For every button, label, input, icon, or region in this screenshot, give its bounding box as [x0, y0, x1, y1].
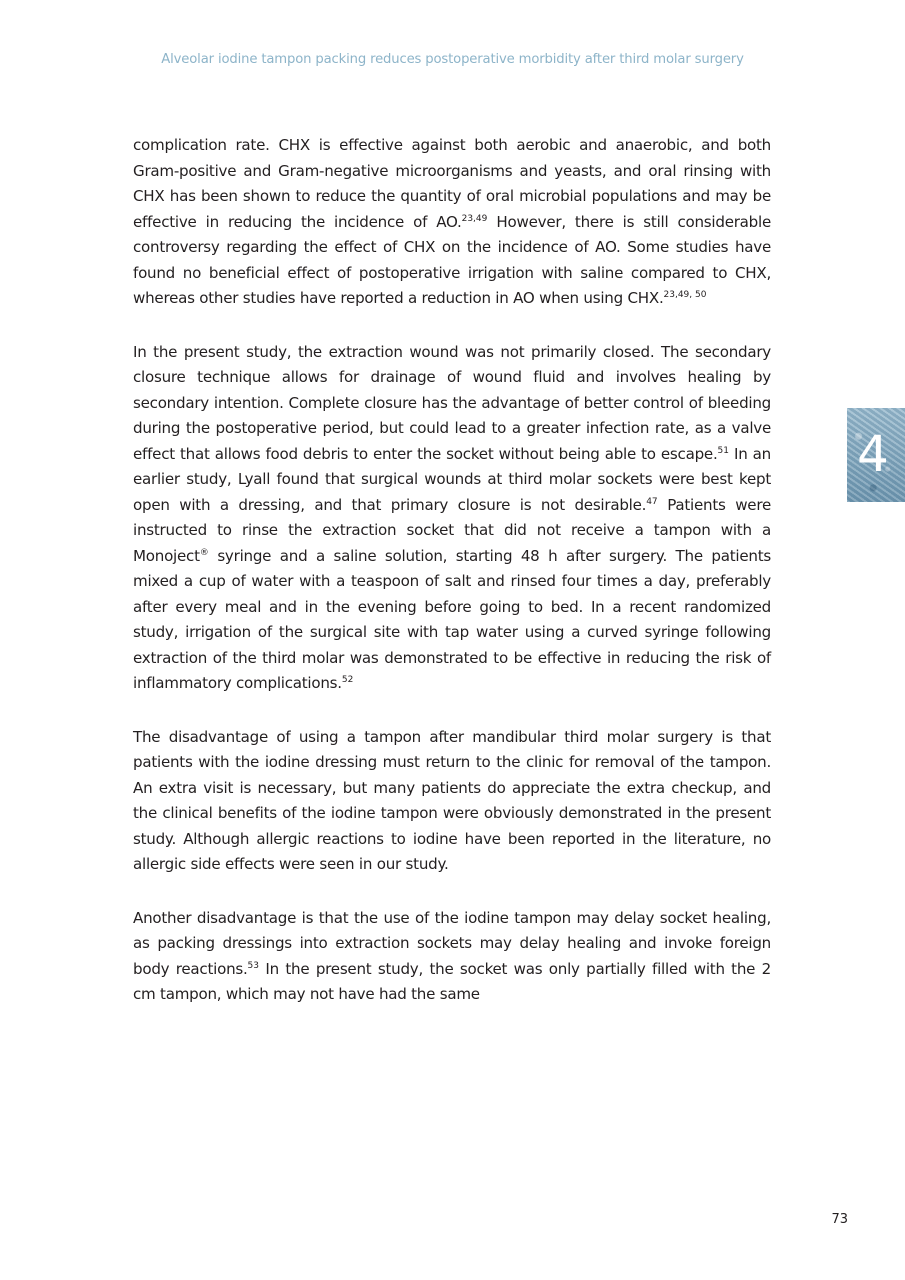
running-header: Alveolar iodine tampon packing reduces postoperative morbidity after third molar surgery: [161, 52, 744, 67]
paragraph-3: [133, 725, 771, 878]
citation-ref: 51: [717, 445, 729, 456]
text-run: Another disadvantage is that the use of the iodine tampon may delay socket healing, as packing dressings into extraction sockets may delay healing and invoke foreign body reactions.: [133, 908, 771, 978]
text-run: In the present study, the extraction wound was not primarily closed. The secondary closure technique allows for drainage of wound fluid and involves healing by secondary intention. Complete closure has the advantage of better control of bleeding during the postoperative period, but could lead to a greater infection rate, as a valve effect that allows food debris to enter the socket without being able to escape.: [133, 342, 771, 463]
citation-ref: 52: [341, 675, 354, 685]
text-run: Patients were instructed to rinse the extraction socket that did not receive a tampon with a Monoject: [133, 495, 771, 565]
text-run: In the present study, the socket was only partially filled with the 2 cm tampon, which may not have had the same: [133, 959, 771, 1003]
chapter-tab: [847, 408, 905, 502]
citation-ref: 23,49, 50: [663, 290, 707, 300]
chapter-number: 4: [857, 425, 889, 483]
text-run: The disadvantage of using a tampon after mandibular third molar surgery is that patients with the iodine dressing must return to the clinic for removal of the tampon. An extra visit is necessary, but many patients do appreciate the extra checkup, and the clinical benefits of the iodine tampon were obviously demonstrated in the present study. Although allergic reactions to iodine have been reported in the literature, no allergic side effects were seen in our study.: [133, 727, 771, 873]
text-run: However, there is still considerable controversy regarding the effect of CHX on the incidence of AO. Some studies have found no beneficial effect of postoperative irrigation with saline compared to CHX, whereas other studies have reported a reduction in AO when using CHX.: [133, 212, 771, 307]
text-run: In an earlier study, Lyall found that surgical wounds at third molar sockets were best kept open with a dressing, and that primary closure is not desirable.: [133, 444, 771, 514]
text-run: syringe and a saline solution, starting 48 h after surgery. The patients mixed a cup of water with a teaspoon of salt and rinsed four times a day, preferably after every meal and in the evening before going to bed. In a recent randomized study, irrigation of the surgical site with tap water using a curved syringe following extraction of the third molar was demonstrated to be effective in reducing the risk of inflammatory complications.: [133, 546, 771, 692]
text-run: complication rate. CHX is effective against both aerobic and anaerobic, and both Gram-positive and Gram-negative microorganisms and yeasts, and oral rinsing with CHX has been shown to reduce the quantity of oral microbial populations and may be effective in reducing the incidence of AO.: [133, 136, 771, 231]
body-text: [133, 133, 771, 1036]
page-number: 73: [831, 1212, 848, 1227]
registered-mark: ®: [199, 547, 209, 558]
paragraph-1: [133, 133, 771, 312]
paragraph-2: [133, 340, 771, 697]
paragraph-4: [133, 906, 771, 1008]
citation-ref: 53: [247, 960, 259, 971]
citation-ref: 23,49: [461, 213, 488, 224]
citation-ref: 47: [646, 496, 658, 507]
